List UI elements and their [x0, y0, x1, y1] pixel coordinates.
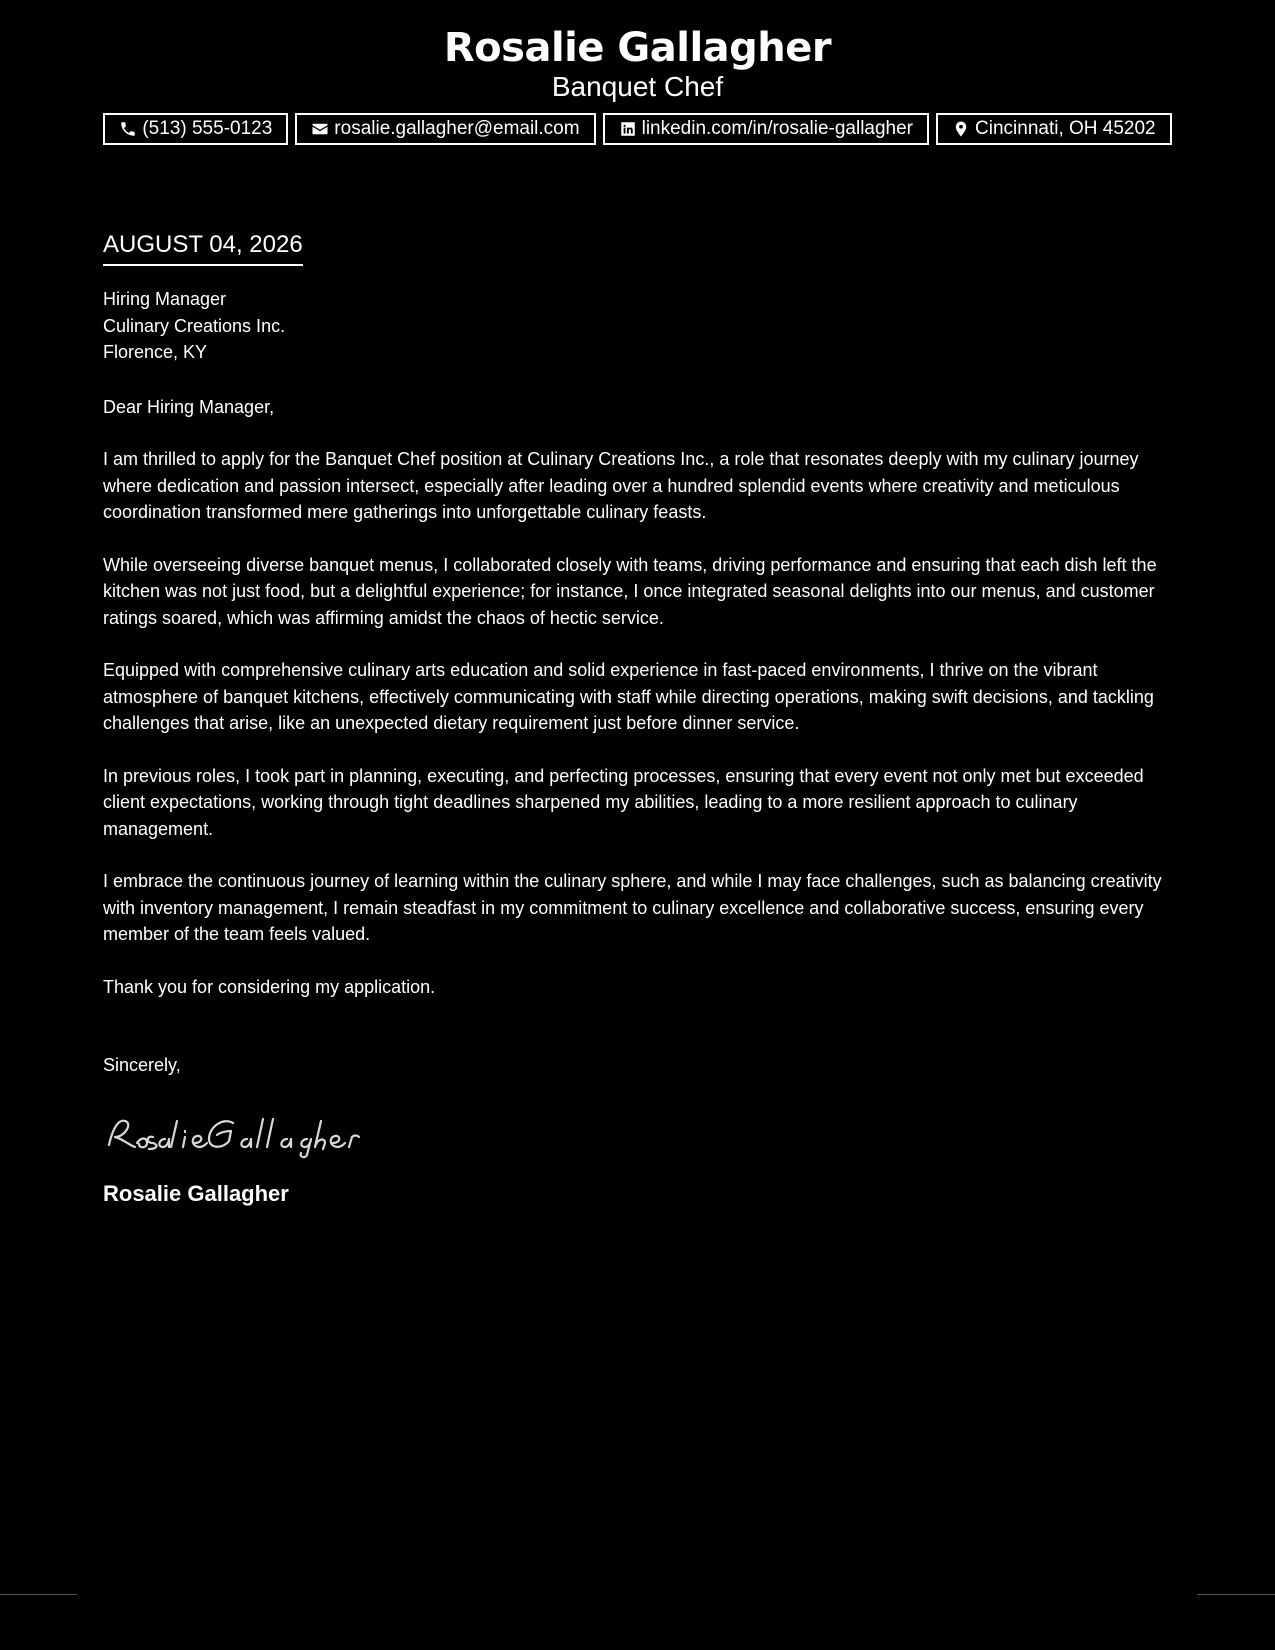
handwritten-signature: [103, 1107, 1178, 1159]
recipient-company: Culinary Creations Inc.: [103, 315, 286, 336]
closing: Sincerely,: [103, 1055, 181, 1075]
body-paragraph: I am thrilled to apply for the Banquet Chef position at Culinary Creations Inc., a role that resonates deeply with my culinary journey where dedication and passion intersect, especially after leading over a hundred splendid events where creativity and meticulous coordination transformed mere gatherings into unforgettable culinary feasts.: [103, 449, 1139, 522]
letter-body: [103, 228, 1178, 1207]
email-text: rosalie.gallagher@email.com: [334, 118, 580, 139]
recipient-block: [103, 286, 1178, 366]
letter-date: AUGUST 04, 2026: [103, 228, 303, 266]
location-text: Cincinnati, OH 45202: [975, 118, 1156, 139]
applicant-name: Rosalie Gallagher: [443, 25, 832, 71]
linkedin-text: linkedin.com/in/rosalie-gallagher: [641, 118, 914, 139]
footer-divider-left: [0, 1594, 77, 1595]
contact-location: [936, 113, 1172, 145]
contact-phone: [103, 113, 288, 145]
signature-image: [103, 1107, 373, 1159]
body-paragraph: I embrace the continuous journey of learning within the culinary sphere, and while I may face challenges, such as balancing creativity with inventory management, I remain steadfast in my commitment to culinary excellence and collaborative success, ensuring every member of the team feels valued.: [103, 871, 1162, 944]
letter-header: [0, 22, 1275, 102]
body-paragraph: Equipped with comprehensive culinary arts education and solid experience in fast-paced environments, I thrive on the vibrant atmosphere of banquet kitchens, effectively communicating with staff while directing operations, making swift decisions, and tackling challenges that arise, like an unexpected dietary requirement just before dinner service.: [103, 660, 1154, 733]
applicant-title: Banquet Chef: [551, 71, 724, 102]
linkedin-icon: [619, 120, 637, 138]
body-paragraph: In previous roles, I took part in planning, executing, and perfecting processes, ensuring that every event not only met but exceeded client expectations, working through tight deadlines sharpened my abilities, leading to a more resilient approach to culinary management.: [103, 765, 1144, 839]
recipient-name: Hiring Manager: [103, 289, 227, 309]
contact-email: [295, 113, 595, 145]
envelope-icon: [311, 120, 329, 138]
footer-divider-right: [1197, 1594, 1275, 1595]
contact-linkedin: [603, 113, 929, 145]
contact-bar: [0, 113, 1275, 145]
recipient-location: Florence, KY: [103, 342, 208, 362]
phone-text: (513) 555-0123: [142, 118, 273, 139]
body-paragraph: While overseeing diverse banquet menus, I collaborated closely with teams, driving performance and ensuring that each dish left the kitchen was not just food, but a delightful experience; for instance, I once integrated seasonal delights into our menus, and customer ratings soared, which was affirming amidst the chaos of hectic service.: [103, 554, 1157, 628]
map-pin-icon: [952, 120, 970, 138]
signer-name: Rosalie Gallagher: [103, 1180, 289, 1206]
greeting: Dear Hiring Manager,: [103, 396, 275, 417]
phone-icon: [119, 120, 137, 138]
thank-you-line: Thank you for considering my application.: [103, 976, 436, 997]
